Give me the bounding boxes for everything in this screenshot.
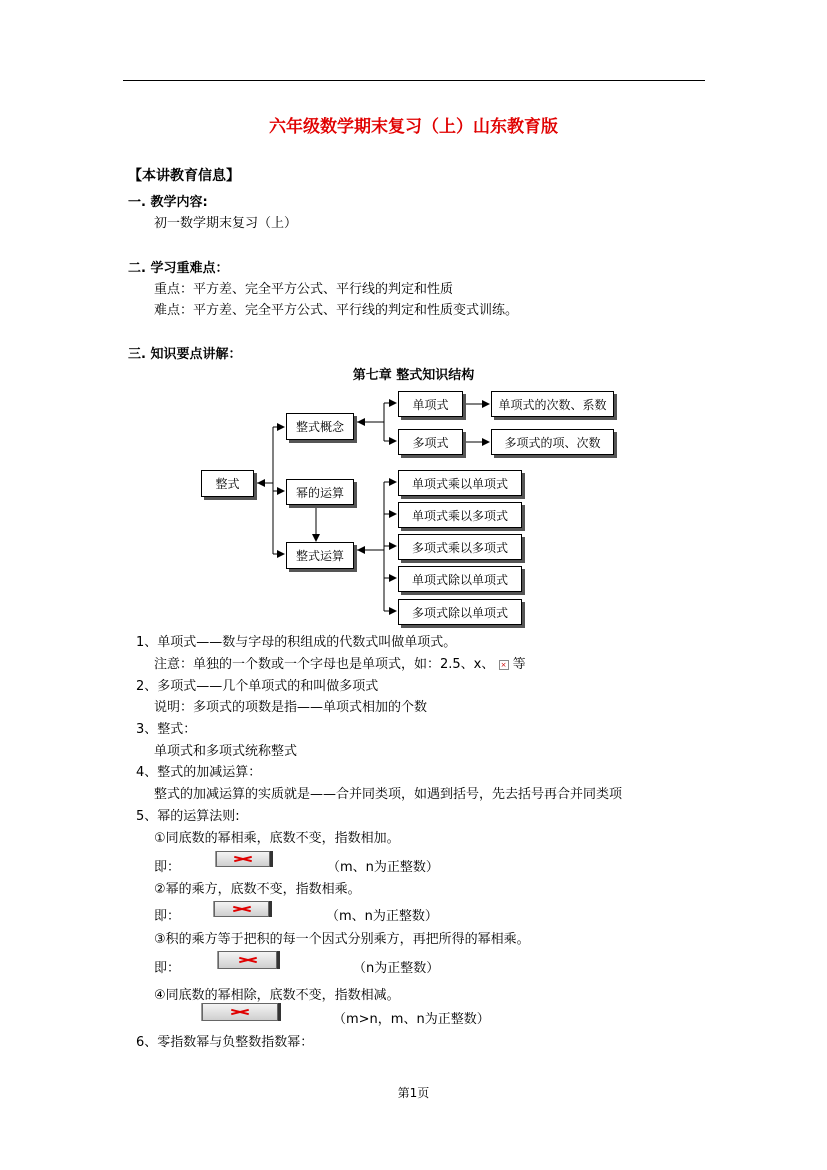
section-content-line: 初一数学期末复习（上） <box>154 216 298 231</box>
diagram-node-op: 单项式乘以多项式 <box>398 502 522 528</box>
rule-4-condition: （m>n，m、n为正整数） <box>333 1012 490 1027</box>
point-2-note: 说明：多项式的项数是指——单项式相加的个数 <box>154 700 428 715</box>
point-2: 2、多项式——几个单项式的和叫做多项式 <box>136 679 379 694</box>
point-4-note: 整式的加减运算的实质就是——合并同类项，如遇到括号，先去括号再合并同类项 <box>154 787 623 802</box>
diagram-node-polynomial: 多项式 <box>398 429 463 455</box>
point-4: 4、整式的加减运算： <box>136 765 262 780</box>
key-points-line: 重点：平方差、完全平方公式、平行线的判定和性质 <box>154 282 454 297</box>
diagram-node-monomial-degree: 单项式的次数、系数 <box>491 391 614 417</box>
point-1-note <box>154 653 526 672</box>
diagram-node-concept: 整式概念 <box>286 413 354 440</box>
rule-4: ④同底数的幂相除，底数不变，指数相减。 <box>154 988 400 1003</box>
diagram-node-root: 整式 <box>201 470 254 497</box>
difficult-points-line: 难点：平方差、完全平方公式、平行线的判定和性质变式训练。 <box>154 303 519 318</box>
point-6: 6、零指数幂与负整数指数幂： <box>136 1035 314 1050</box>
point-5: 5、幂的运算法则: <box>136 809 240 824</box>
diagram-node-op: 单项式除以单项式 <box>398 566 522 592</box>
info-header: 【本讲教育信息】 <box>128 168 240 184</box>
broken-image-icon: × <box>499 660 509 670</box>
formula-image-broken <box>218 951 277 969</box>
section-heading-content: 一. 教学内容: <box>128 195 208 210</box>
formula-image-broken <box>202 1003 278 1021</box>
page-number: 第1页 <box>397 1086 430 1100</box>
diagram-node-power-operations: 幂的运算 <box>286 479 354 505</box>
point-3: 3、整式： <box>136 722 197 737</box>
rule-1-label: 即： <box>154 860 181 875</box>
section-heading-knowledge: 三. 知识要点讲解： <box>128 347 242 362</box>
point-3-note: 单项式和多项式统称整式 <box>154 744 298 759</box>
diagram-node-polynomial-terms: 多项式的项、次数 <box>491 429 614 455</box>
diagram-node-integer-operations: 整式运算 <box>286 542 354 569</box>
diagram-node-op: 单项式乘以单项式 <box>398 470 522 496</box>
diagram-node-op: 多项式乘以多项式 <box>398 534 522 560</box>
rule-1: ①同底数的幂相乘，底数不变，指数相加。 <box>154 831 400 846</box>
rule-2: ②幂的乘方，底数不变，指数相乘。 <box>154 882 361 897</box>
point-1-note-text: 注意：单独的一个数或一个字母也是单项式，如：2.5、x、 <box>154 657 495 672</box>
document-title: 六年级数学期末复习（上）山东教育版 <box>269 117 558 137</box>
section-heading-difficulty: 二. 学习重难点： <box>128 261 229 276</box>
point-1: 1、单项式——数与字母的积组成的代数式叫做单项式。 <box>136 635 457 650</box>
rule-3-label: 即： <box>154 961 181 976</box>
formula-image-broken <box>216 851 270 867</box>
formula-image-broken <box>214 901 269 917</box>
rule-2-label: 即： <box>154 909 181 924</box>
rule-3: ③积的乘方等于把积的每一个因式分别乘方，再把所得的幂相乘。 <box>154 932 530 947</box>
rule-1-condition: （m、n为正整数） <box>327 860 439 875</box>
rule-2-condition: （m、n为正整数） <box>326 909 438 924</box>
diagram-title: 第七章 整式知识结构 <box>352 368 475 383</box>
diagram-node-monomial: 单项式 <box>398 391 463 417</box>
diagram-node-op: 多项式除以单项式 <box>398 599 522 625</box>
point-1-note-end: 等 <box>512 657 526 672</box>
rule-3-condition: （n为正整数） <box>353 961 440 976</box>
